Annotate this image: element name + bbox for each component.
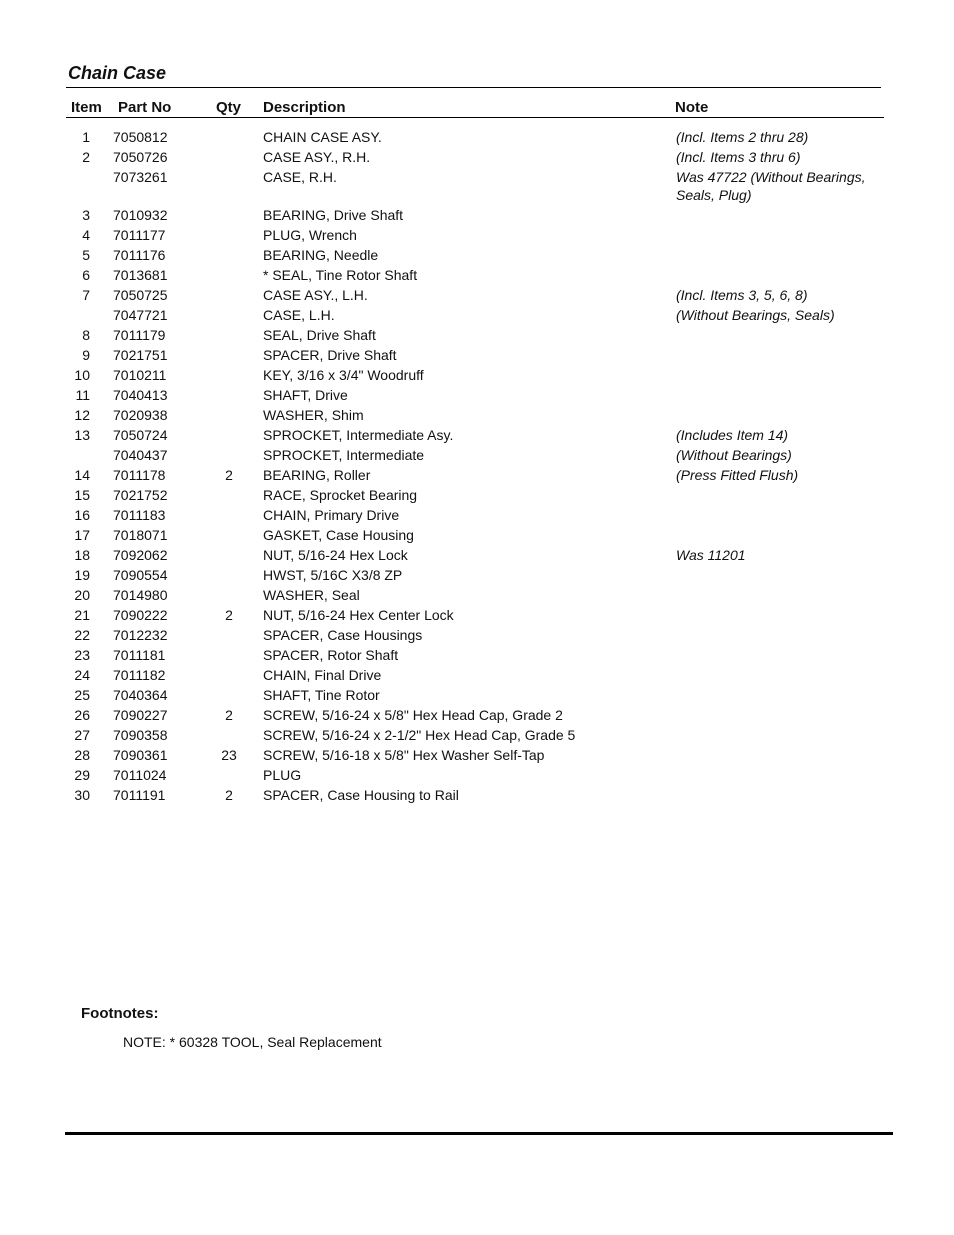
- cell-description: CHAIN, Primary Drive: [263, 507, 400, 523]
- table-row: [0, 705, 954, 725]
- cell-description: SPACER, Drive Shaft: [263, 347, 397, 363]
- table-row: [0, 785, 954, 805]
- table-row: [0, 485, 954, 505]
- cell-part-no: 7050724: [113, 427, 168, 443]
- cell-part-no: 7011176: [113, 247, 166, 263]
- cell-note: (Incl. Items 3, 5, 6, 8): [676, 287, 808, 303]
- cell-description: SPACER, Case Housing to Rail: [263, 787, 459, 803]
- cell-description: SCREW, 5/16-24 x 5/8" Hex Head Cap, Grade 2: [263, 707, 563, 723]
- cell-item: 3: [82, 207, 90, 223]
- cell-part-no: 7011181: [113, 647, 166, 663]
- table-row: [0, 565, 954, 585]
- cell-item: 11: [75, 387, 90, 403]
- table-row: [0, 685, 954, 705]
- cell-description: SEAL, Drive Shaft: [263, 327, 376, 343]
- table-row: [0, 465, 954, 485]
- cell-qty: 2: [225, 607, 233, 623]
- cell-description: CHAIN, Final Drive: [263, 667, 382, 683]
- cell-description: PLUG: [263, 767, 302, 783]
- cell-description: BEARING, Roller: [263, 467, 371, 483]
- footnotes-title: Footnotes:: [81, 1005, 159, 1022]
- cell-part-no: 7021751: [113, 347, 168, 363]
- cell-part-no: 7073261: [113, 169, 168, 185]
- cell-item: 12: [74, 407, 90, 423]
- page-title: Chain Case: [68, 63, 167, 83]
- table-row: [0, 245, 954, 265]
- table-row: [0, 265, 954, 285]
- cell-part-no: 7047721: [113, 307, 168, 323]
- table-row: [0, 285, 954, 305]
- table-row: [0, 745, 954, 765]
- cell-item: 24: [74, 667, 90, 683]
- cell-description: GASKET, Case Housing: [263, 527, 414, 543]
- cell-item: 30: [74, 787, 90, 803]
- cell-item: 25: [74, 687, 90, 703]
- cell-part-no: 7011024: [113, 767, 167, 783]
- cell-part-no: 7090554: [113, 567, 168, 583]
- table-row: [0, 405, 954, 425]
- table-row: [0, 545, 954, 565]
- cell-description: HWST, 5/16C X3/8 ZP: [263, 567, 403, 583]
- bottom-divider: [65, 1132, 893, 1135]
- table-row: [0, 305, 954, 325]
- cell-description: SPACER, Rotor Shaft: [263, 647, 399, 663]
- cell-part-no: 7010932: [113, 207, 168, 223]
- cell-part-no: 7011191: [113, 787, 166, 803]
- cell-description: CASE ASY., R.H.: [263, 149, 371, 165]
- table-row: [0, 605, 954, 625]
- cell-qty: 2: [225, 467, 233, 483]
- cell-note: (Without Bearings, Seals): [676, 307, 835, 323]
- cell-item: 27: [74, 727, 90, 743]
- cell-description: WASHER, Shim: [263, 407, 364, 423]
- cell-part-no: 7092062: [113, 547, 168, 563]
- cell-part-no: 7040364: [113, 687, 168, 703]
- cell-description: SPROCKET, Intermediate Asy.: [263, 427, 454, 443]
- cell-note: (Without Bearings): [676, 447, 792, 463]
- table-row: [0, 225, 954, 245]
- cell-item: 13: [74, 427, 90, 443]
- cell-part-no: 7012232: [113, 627, 168, 643]
- table-row: [0, 425, 954, 445]
- table-header: [0, 99, 954, 119]
- cell-description: RACE, Sprocket Bearing: [263, 487, 418, 503]
- cell-description: SCREW, 5/16-24 x 2-1/2" Hex Head Cap, Grade 5: [263, 727, 576, 743]
- cell-description: SHAFT, Drive: [263, 387, 348, 403]
- table-row: [0, 167, 954, 205]
- table-row: [0, 127, 954, 147]
- cell-description: SCREW, 5/16-18 x 5/8" Hex Washer Self-Tap: [263, 747, 545, 763]
- cell-description: SPROCKET, Intermediate: [263, 447, 425, 463]
- cell-qty: 2: [225, 787, 233, 803]
- cell-part-no: 7011177: [113, 227, 166, 243]
- cell-description: BEARING, Drive Shaft: [263, 207, 404, 223]
- table-row: [0, 585, 954, 605]
- cell-part-no: 7021752: [113, 487, 168, 503]
- table-row: [0, 765, 954, 785]
- cell-description: CASE, R.H.: [263, 169, 337, 185]
- cell-item: 17: [74, 527, 90, 543]
- cell-item: 10: [74, 367, 90, 383]
- cell-description: SPACER, Case Housings: [263, 627, 423, 643]
- cell-description: WASHER, Seal: [263, 587, 360, 603]
- header-part-no: Part No: [118, 99, 172, 116]
- cell-item: 19: [74, 567, 90, 583]
- cell-part-no: 7090227: [113, 707, 168, 723]
- cell-part-no: 7011179: [113, 327, 166, 343]
- table-row: [0, 365, 954, 385]
- table-row: [0, 505, 954, 525]
- cell-item: 2: [82, 149, 90, 165]
- cell-part-no: 7040437: [113, 447, 168, 463]
- cell-item: 9: [82, 347, 90, 363]
- cell-item: 15: [74, 487, 90, 503]
- cell-description: NUT, 5/16-24 Hex Lock: [263, 547, 408, 563]
- cell-item: 7: [82, 287, 90, 303]
- cell-qty: 2: [225, 707, 233, 723]
- cell-item: 18: [74, 547, 90, 563]
- cell-item: 20: [74, 587, 90, 603]
- cell-part-no: 7014980: [113, 587, 168, 603]
- table-row: [0, 205, 954, 225]
- cell-note: (Incl. Items 3 thru 6): [676, 149, 801, 165]
- header-note: Note: [675, 99, 709, 116]
- table-row: [0, 147, 954, 167]
- table-row: [0, 665, 954, 685]
- cell-description: KEY, 3/16 x 3/4" Woodruff: [263, 367, 424, 383]
- cell-item: 21: [74, 607, 90, 623]
- cell-part-no: 7011182: [113, 667, 166, 683]
- cell-description: SHAFT, Tine Rotor: [263, 687, 380, 703]
- cell-qty: 23: [221, 747, 237, 763]
- cell-item: 22: [74, 627, 90, 643]
- cell-description: CASE ASY., L.H.: [263, 287, 368, 303]
- cell-description: CASE, L.H.: [263, 307, 335, 323]
- header-item: Item: [71, 99, 102, 116]
- cell-item: 5: [82, 247, 90, 263]
- table-row: [0, 385, 954, 405]
- cell-item: 16: [74, 507, 90, 523]
- table-row: [0, 325, 954, 345]
- cell-description: NUT, 5/16-24 Hex Center Lock: [263, 607, 454, 623]
- cell-part-no: 7018071: [113, 527, 168, 543]
- cell-part-no: 7013681: [113, 267, 168, 283]
- cell-item: 23: [74, 647, 90, 663]
- table-row: [0, 625, 954, 645]
- table-row: [0, 725, 954, 745]
- cell-note: Was 11201: [676, 547, 746, 563]
- cell-description: * SEAL, Tine Rotor Shaft: [263, 267, 418, 283]
- cell-part-no: 7090361: [113, 747, 168, 763]
- table-row: [0, 525, 954, 545]
- parts-table-body: [0, 127, 954, 805]
- cell-part-no: 7011178: [113, 467, 166, 483]
- cell-item: 28: [74, 747, 90, 763]
- cell-part-no: 7011183: [113, 507, 166, 523]
- table-row: [0, 645, 954, 665]
- cell-part-no: 7050725: [113, 287, 168, 303]
- table-row: [0, 445, 954, 465]
- cell-part-no: 7090222: [113, 607, 168, 623]
- table-row: [0, 345, 954, 365]
- cell-item: 29: [74, 767, 90, 783]
- title-divider: [66, 87, 881, 88]
- footnote-text: NOTE: * 60328 TOOL, Seal Replacement: [123, 1034, 382, 1050]
- cell-item: 4: [82, 227, 90, 243]
- header-description: Description: [263, 99, 346, 116]
- cell-item: 1: [82, 129, 90, 145]
- cell-part-no: 7050726: [113, 149, 168, 165]
- cell-note: (Incl. Items 2 thru 28): [676, 129, 809, 145]
- header-qty: Qty: [216, 99, 242, 116]
- cell-part-no: 7090358: [113, 727, 168, 743]
- cell-description: BEARING, Needle: [263, 247, 379, 263]
- cell-part-no: 7050812: [113, 129, 168, 145]
- cell-note: (Includes Item 14): [676, 427, 789, 443]
- cell-description: PLUG, Wrench: [263, 227, 357, 243]
- cell-item: 8: [82, 327, 90, 343]
- cell-note: Was 47722 (Without Bearings, Seals, Plug): [676, 169, 866, 203]
- cell-part-no: 7010211: [113, 367, 167, 383]
- cell-part-no: 7020938: [113, 407, 168, 423]
- cell-item: 14: [74, 467, 90, 483]
- cell-description: CHAIN CASE ASY.: [263, 129, 382, 145]
- header-divider: [66, 117, 884, 118]
- cell-part-no: 7040413: [113, 387, 168, 403]
- cell-item: 6: [82, 267, 90, 283]
- cell-note: (Press Fitted Flush): [676, 467, 799, 483]
- cell-item: 26: [74, 707, 90, 723]
